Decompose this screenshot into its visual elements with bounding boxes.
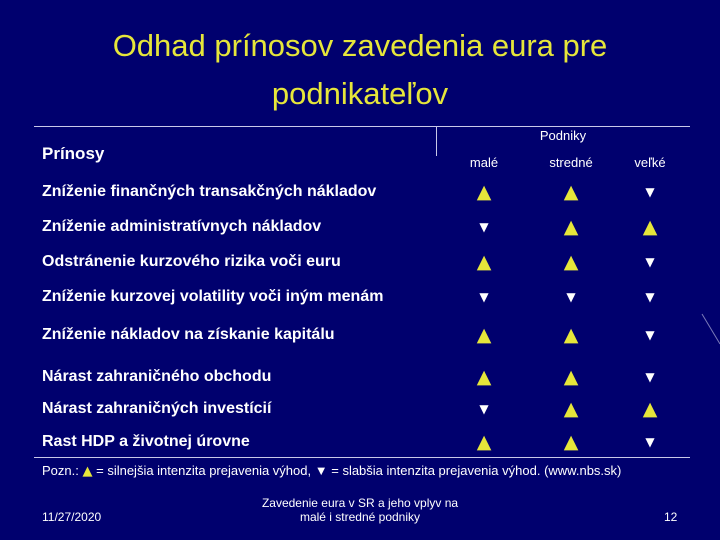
triangle-up-icon: ▲ [563, 398, 579, 420]
triangle-up-icon: ▲ [476, 431, 492, 453]
column-header-medium: stredné [549, 155, 593, 170]
triangle-up-icon: ▲ [563, 181, 579, 203]
legend-prefix: Pozn.: [42, 463, 79, 478]
column-header-small: malé [469, 155, 499, 170]
triangle-down-icon: ▼ [645, 255, 655, 269]
triangle-up-icon: ▲ [476, 324, 492, 346]
weak-triangle-icon: ▼ [314, 463, 328, 478]
triangle-down-icon: ▼ [479, 290, 489, 304]
triangle-up-icon: ▲ [563, 251, 579, 273]
row-label: Odstránenie kurzového rizika voči euru [42, 253, 341, 270]
legend-weak-text: = slabšia intenzita prejavenia výhod. [331, 463, 541, 478]
legend-strong-text: = silnejšia intenzita prejavenia výhod, [96, 463, 312, 478]
triangle-down-icon: ▼ [645, 328, 655, 342]
row-label: Zníženie finančných transakčných nákladov [42, 183, 377, 200]
row-label: Zníženie kurzovej volatility voči iným menám [42, 288, 384, 305]
row-label: Zníženie nákladov na získanie kapitálu [42, 326, 335, 343]
triangle-down-icon: ▼ [645, 370, 655, 384]
slide-title [0, 22, 720, 118]
column-header-large: veľké [634, 155, 666, 170]
row-label: Zníženie administratívnych nákladov [42, 218, 322, 235]
row-label: Nárast zahraničného obchodu [42, 368, 272, 385]
triangle-down-icon: ▼ [479, 402, 489, 416]
slide-title-line-1: Odhad prínosov zavedenia eura pre [112, 28, 608, 63]
triangle-up-icon: ▲ [476, 181, 492, 203]
triangle-up-icon: ▲ [476, 366, 492, 388]
legend-note [42, 463, 621, 479]
triangle-down-icon: ▼ [645, 185, 655, 199]
benefits-header: Prínosy [42, 144, 105, 163]
triangle-up-icon: ▲ [563, 431, 579, 453]
page-number: 12 [664, 510, 678, 524]
decorative-line [700, 310, 720, 350]
triangle-down-icon: ▼ [645, 290, 655, 304]
triangle-up-icon: ▲ [642, 216, 658, 238]
legend-source: (www.nbs.sk) [544, 463, 622, 478]
triangle-down-icon: ▼ [479, 220, 489, 234]
triangle-up-icon: ▲ [563, 366, 579, 388]
row-label: Rast HDP a životnej úrovne [42, 433, 250, 450]
strong-triangle-icon: ▲ [82, 464, 93, 479]
triangle-down-icon: ▼ [566, 290, 576, 304]
triangle-up-icon: ▲ [642, 398, 658, 420]
triangle-up-icon: ▲ [476, 251, 492, 273]
footer-title [250, 496, 470, 524]
triangle-down-icon: ▼ [645, 435, 655, 449]
triangle-up-icon: ▲ [563, 324, 579, 346]
footer-date: 11/27/2020 [42, 510, 102, 524]
footer-title-line-2: malé i stredné podniky [299, 510, 421, 524]
companies-header: Podniky [539, 128, 587, 143]
slide-title-line-2: podnikateľov [271, 76, 449, 111]
triangle-up-icon: ▲ [563, 216, 579, 238]
row-label: Nárast zahraničných investícií [42, 400, 272, 417]
footer-title-line-1: Zavedenie eura v SR a jeho vplyv na [261, 496, 459, 510]
